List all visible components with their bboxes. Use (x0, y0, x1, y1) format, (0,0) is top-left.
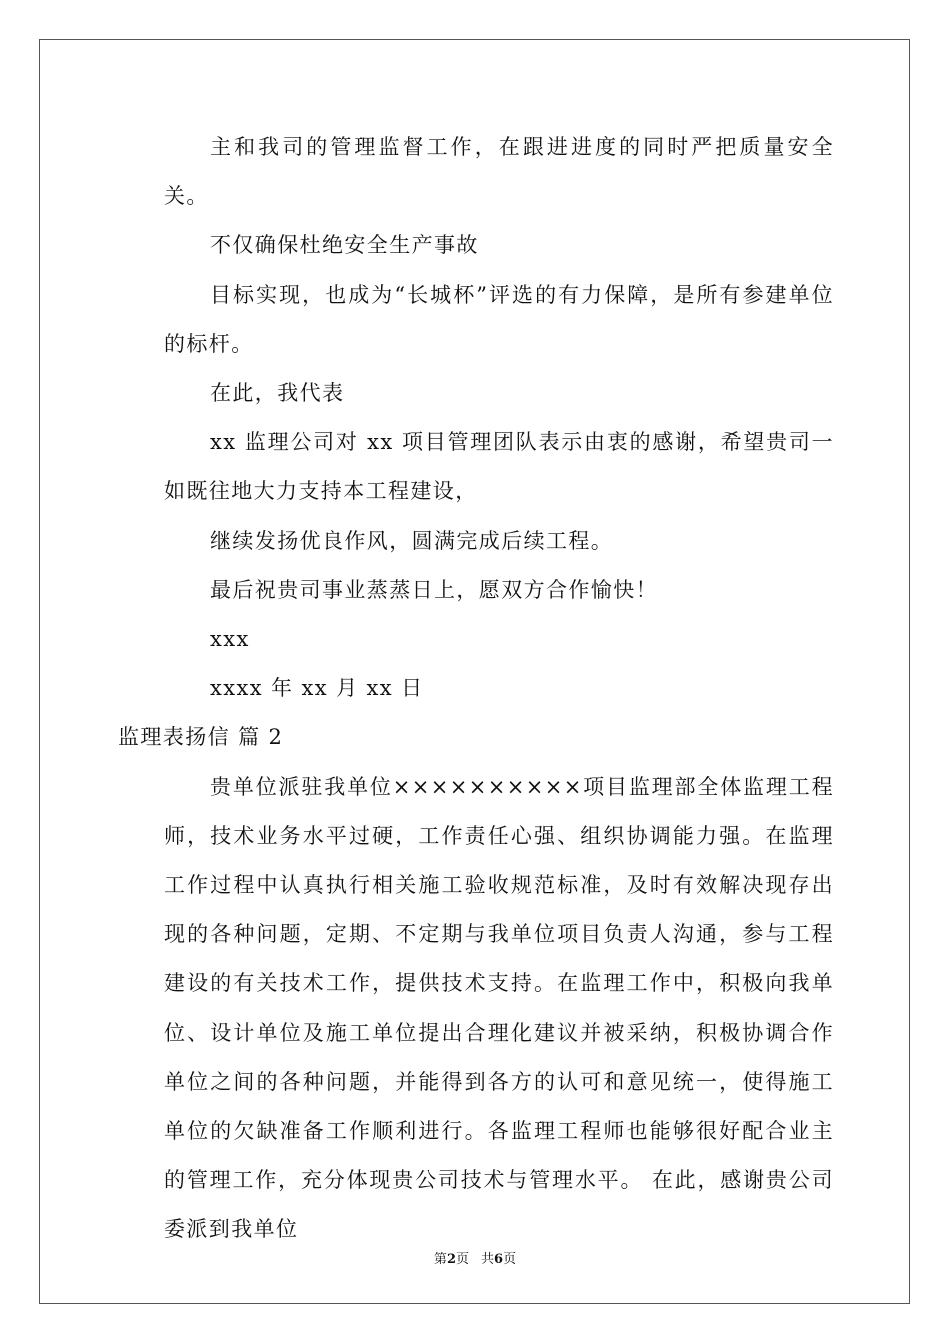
footer-page-prefix: 第 (433, 1252, 447, 1267)
footer-total-prefix: 共 (481, 1252, 495, 1267)
section-heading: 监理表扬信 篇 2 (118, 725, 284, 750)
footer-page-suffix: 页 (455, 1252, 469, 1267)
signature-date: xxxx 年 xx 月 xx 日 (210, 676, 424, 701)
paragraph: xx 监理公司对 xx 项目管理团队表示由衷的感谢，希望贵司一如既往地大力支持本工程建设， (164, 430, 834, 504)
footer-total-suffix: 页 (503, 1252, 517, 1267)
paragraph: 目标实现，也成为“长城杯”评选的有力保障，是所有参建单位的标杆。 (164, 282, 834, 356)
document-body (118, 123, 834, 1255)
paragraph: 继续发扬优良作风，圆满完成后续工程。 (210, 528, 614, 553)
paragraph: 不仅确保杜绝安全生产事故 (210, 233, 479, 258)
page-footer (0, 1248, 950, 1267)
paragraph: 最后祝贵司事业蒸蒸日上，愿双方合作愉快！ (210, 577, 658, 602)
footer-page-number: 2 (446, 1252, 456, 1267)
signature-name: xxx (210, 627, 250, 652)
footer-total-number: 6 (494, 1252, 504, 1267)
paragraph: 在此，我代表 (210, 381, 345, 406)
paragraph: 主和我司的管理监督工作，在跟进进度的同时严把质量安全关。 (164, 135, 834, 209)
paragraph: 贵单位派驻我单位××××××××××项目监理部全体监理工程师，技术业务水平过硬，工作责任心强、组织协调能力强。在监理工作过程中认真执行相关施工验收规范标准，及时有效解决现存出现的各种问题，定期、不定期与我单位项目负责人沟通，参与工程建设的有关技术工作，提供技术支持。在监理工作中，积极向我单位、设计单位及施工单位提出合理化建议并被采纳，积极协调合作单位之间的各种问题，并能得到各方的认可和意见统一，使得施工单位的欠缺准备工作顺利进行。各监理工程师也能够很好配合业主的管理工作，充分体现贵公司技术与管理水平。 在此，感谢贵公司委派到我单位 (164, 774, 834, 1242)
